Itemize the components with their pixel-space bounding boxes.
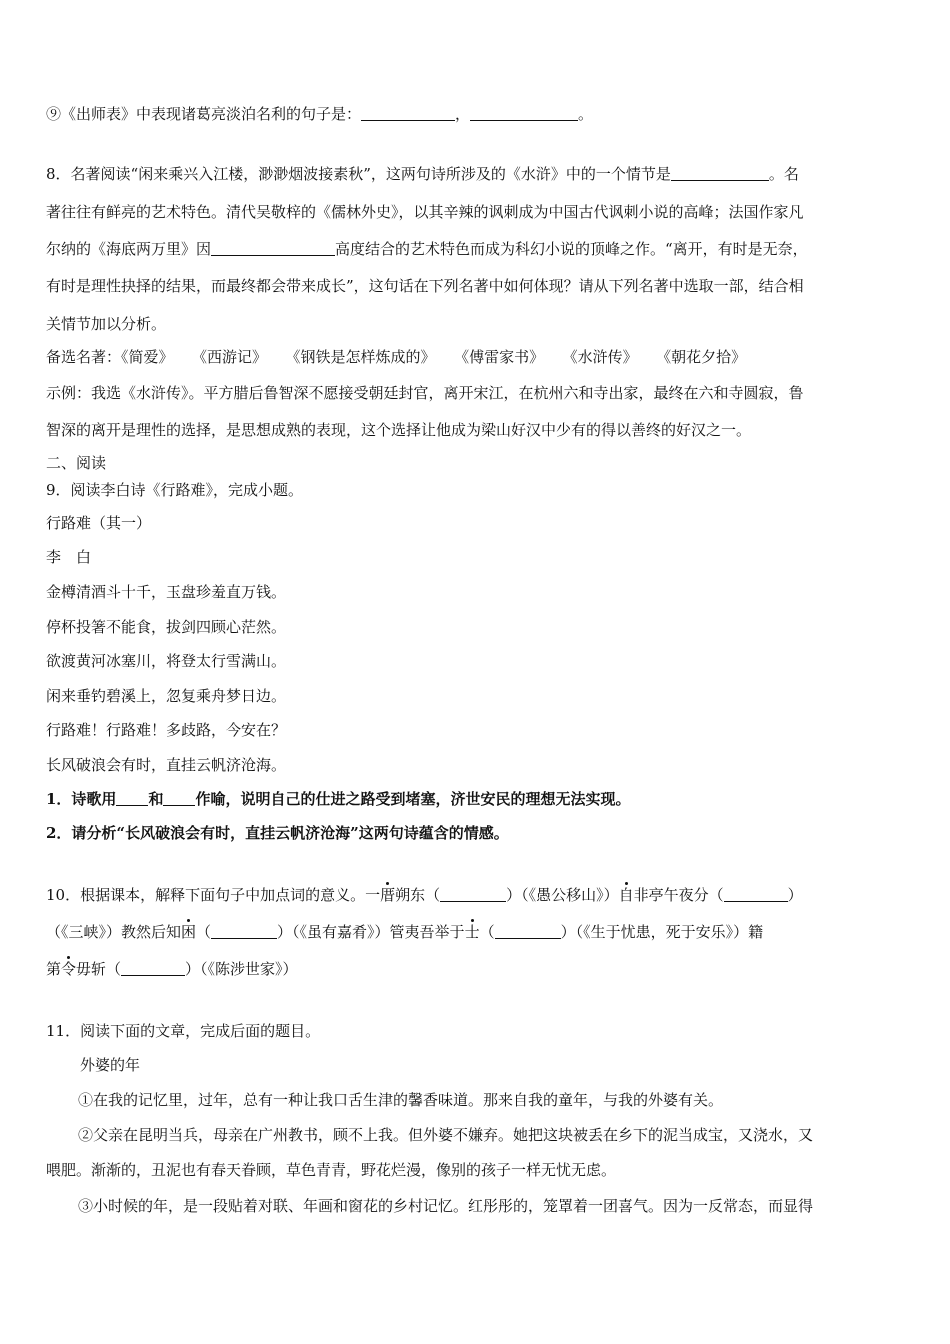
q8-line4: 有时是理性抉择的结果，而最终都会带来成长”，这句话在下列名著中如何体现？请从下列名著中选取一部，结合相 (46, 277, 804, 295)
dotted-char: 士 (464, 923, 480, 941)
q9-intro: 9．阅读李白诗《行路难》，完成小题。 (46, 481, 304, 499)
answer-blank[interactable] (121, 961, 185, 976)
q9-sub1-text: 和 (148, 790, 164, 808)
poem-line: 闲来垂钓碧溪上，忽复乘舟梦日边。 (46, 687, 287, 705)
q8-line3 (46, 239, 808, 259)
section-heading: 二、阅读 (46, 454, 107, 472)
dotted-char: 令 (61, 960, 77, 978)
q9-sub1 (46, 789, 630, 809)
q9-sub2: 2．请分析“长风破浪会有时，直挂云帆济沧海”这两句诗蕴含的情感。 (46, 824, 509, 842)
comma: ， (455, 105, 471, 123)
poem-line: 长风破浪会有时，直挂云帆济沧海。 (46, 756, 287, 774)
q10-line3 (46, 959, 298, 979)
q8-line5: 关情节加以分析。 (46, 315, 167, 333)
q8-text: 尔纳的《海底两万里》因 (46, 240, 212, 258)
q7-item9 (46, 104, 593, 124)
article-title: 外婆的年 (80, 1056, 141, 1074)
answer-blank[interactable] (116, 791, 148, 806)
q11-intro: 11．阅读下面的文章，完成后面的题目。 (46, 1022, 321, 1040)
book-item: 《水浒传》 (570, 348, 638, 366)
poem-line: 金樽清酒斗十千，玉盘珍羞直万钱。 (46, 583, 287, 601)
q9-sub1-text: 1．诗歌用 (46, 790, 117, 808)
book-list (46, 347, 746, 367)
book-item: 《朝花夕拾》 (663, 348, 747, 366)
q10-text: ）（《虽有嘉肴》）管夷吾举于 (277, 923, 465, 941)
book-list-label: 备选名著： (46, 348, 122, 366)
answer-blank[interactable] (211, 241, 335, 256)
answer-blank[interactable] (724, 887, 788, 902)
q10-text: （《三峡》）教然后知 (46, 923, 182, 941)
q10-line2 (46, 922, 763, 942)
article-paragraph: ②父亲在昆明当兵，母亲在广州教书，顾不上我。但外婆不嫌弃。她把这块被丢在乡下的泥当成宝，又浇水，又 (78, 1126, 814, 1144)
answer-blank[interactable] (440, 887, 506, 902)
q7-item9-text: ⑨《出师表》中表现诸葛亮淡泊名利的句子是： (46, 105, 362, 123)
answer-blank[interactable] (671, 166, 769, 181)
q10-text: 10．根据课本，解释下面句子中加点词的意义。一 (46, 886, 381, 904)
answer-blank[interactable] (163, 791, 195, 806)
answer-blank[interactable] (361, 106, 455, 121)
example-line1: 示例：我选《水浒传》。平方腊后鲁智深不愿接受朝廷封官，离开宋江，在杭州六和寺出家，最终在六和寺圆寂，鲁 (46, 384, 804, 402)
q8-line1 (46, 164, 799, 184)
answer-blank[interactable] (470, 106, 578, 121)
q10-text: 第 (46, 960, 62, 978)
book-item: 《钢铁是怎样炼成的》 (293, 348, 436, 366)
article-paragraph: 喂肥。渐渐的，丑泥也有春天眷顾，草色青青，野花烂漫，像别的孩子一样无忧无虑。 (46, 1161, 617, 1179)
q10-text: 毋斩（ (76, 960, 122, 978)
q10-text: 朔东（ (395, 886, 441, 904)
article-paragraph: ①在我的记忆里，过年，总有一种让我口舌生津的馨香味道。那来自我的童年，与我的外婆有关。 (78, 1091, 724, 1109)
q8-text: 。名 (768, 165, 799, 183)
book-item: 《简爱》 (121, 348, 174, 366)
answer-blank[interactable] (211, 924, 277, 939)
dotted-char: 厝 (380, 886, 396, 904)
poem-line: 停杯投箸不能食，拔剑四顾心茫然。 (46, 618, 287, 636)
book-item: 《傅雷家书》 (461, 348, 545, 366)
dotted-char: 自 (618, 886, 634, 904)
q10-text: （ (479, 923, 495, 941)
q10-text: ） (787, 886, 803, 904)
dotted-char: 困 (181, 923, 197, 941)
q10-line1 (46, 885, 803, 905)
q10-text: ）（《生于忧患，死于安乐》）籍 (560, 923, 764, 941)
poem-title: 行路难（其一） (46, 514, 152, 532)
q8-line2: 著往往有鲜亮的艺术特色。清代吴敬梓的《儒林外史》，以其辛辣的讽刺成为中国古代讽刺小说的高峰；法国作家凡 (46, 203, 804, 221)
article-paragraph: ③小时候的年，是一段贴着对联、年画和窗花的乡村记忆。红彤彤的，笼罩着一团喜气。因为一反常态，而显得 (78, 1197, 814, 1215)
period: 。 (578, 105, 594, 123)
q10-text: ）（《愚公移山》） (506, 886, 619, 904)
q10-text: 非亭午夜分（ (633, 886, 724, 904)
book-item: 《西游记》 (199, 348, 268, 366)
q10-text: ）（《陈涉世家》） (185, 960, 298, 978)
q8-text: 8．名著阅读“闲来乘兴入江楼，渺渺烟波接素秋”，这两句诗所涉及的《水浒》中的一个情节是 (46, 165, 671, 183)
q8-text: 高度结合的艺术特色而成为科幻小说的顶峰之作。“离开，有时是无奈， (335, 240, 808, 258)
q9-sub1-text: 作喻，说明自己的仕进之路受到堵塞，济世安民的理想无法实现。 (195, 790, 631, 808)
poem-author: 李 白 (46, 548, 92, 566)
poem-line: 欲渡黄河冰塞川，将登太行雪满山。 (46, 652, 287, 670)
answer-blank[interactable] (495, 924, 561, 939)
poem-line: 行路难！行路难！多歧路，今安在？ (46, 721, 287, 739)
example-line2: 智深的离开是理性的选择，是思想成熟的表现，这个选择让他成为梁山好汉中少有的得以善终的好汉之一。 (46, 421, 752, 439)
q10-text: （ (196, 923, 212, 941)
